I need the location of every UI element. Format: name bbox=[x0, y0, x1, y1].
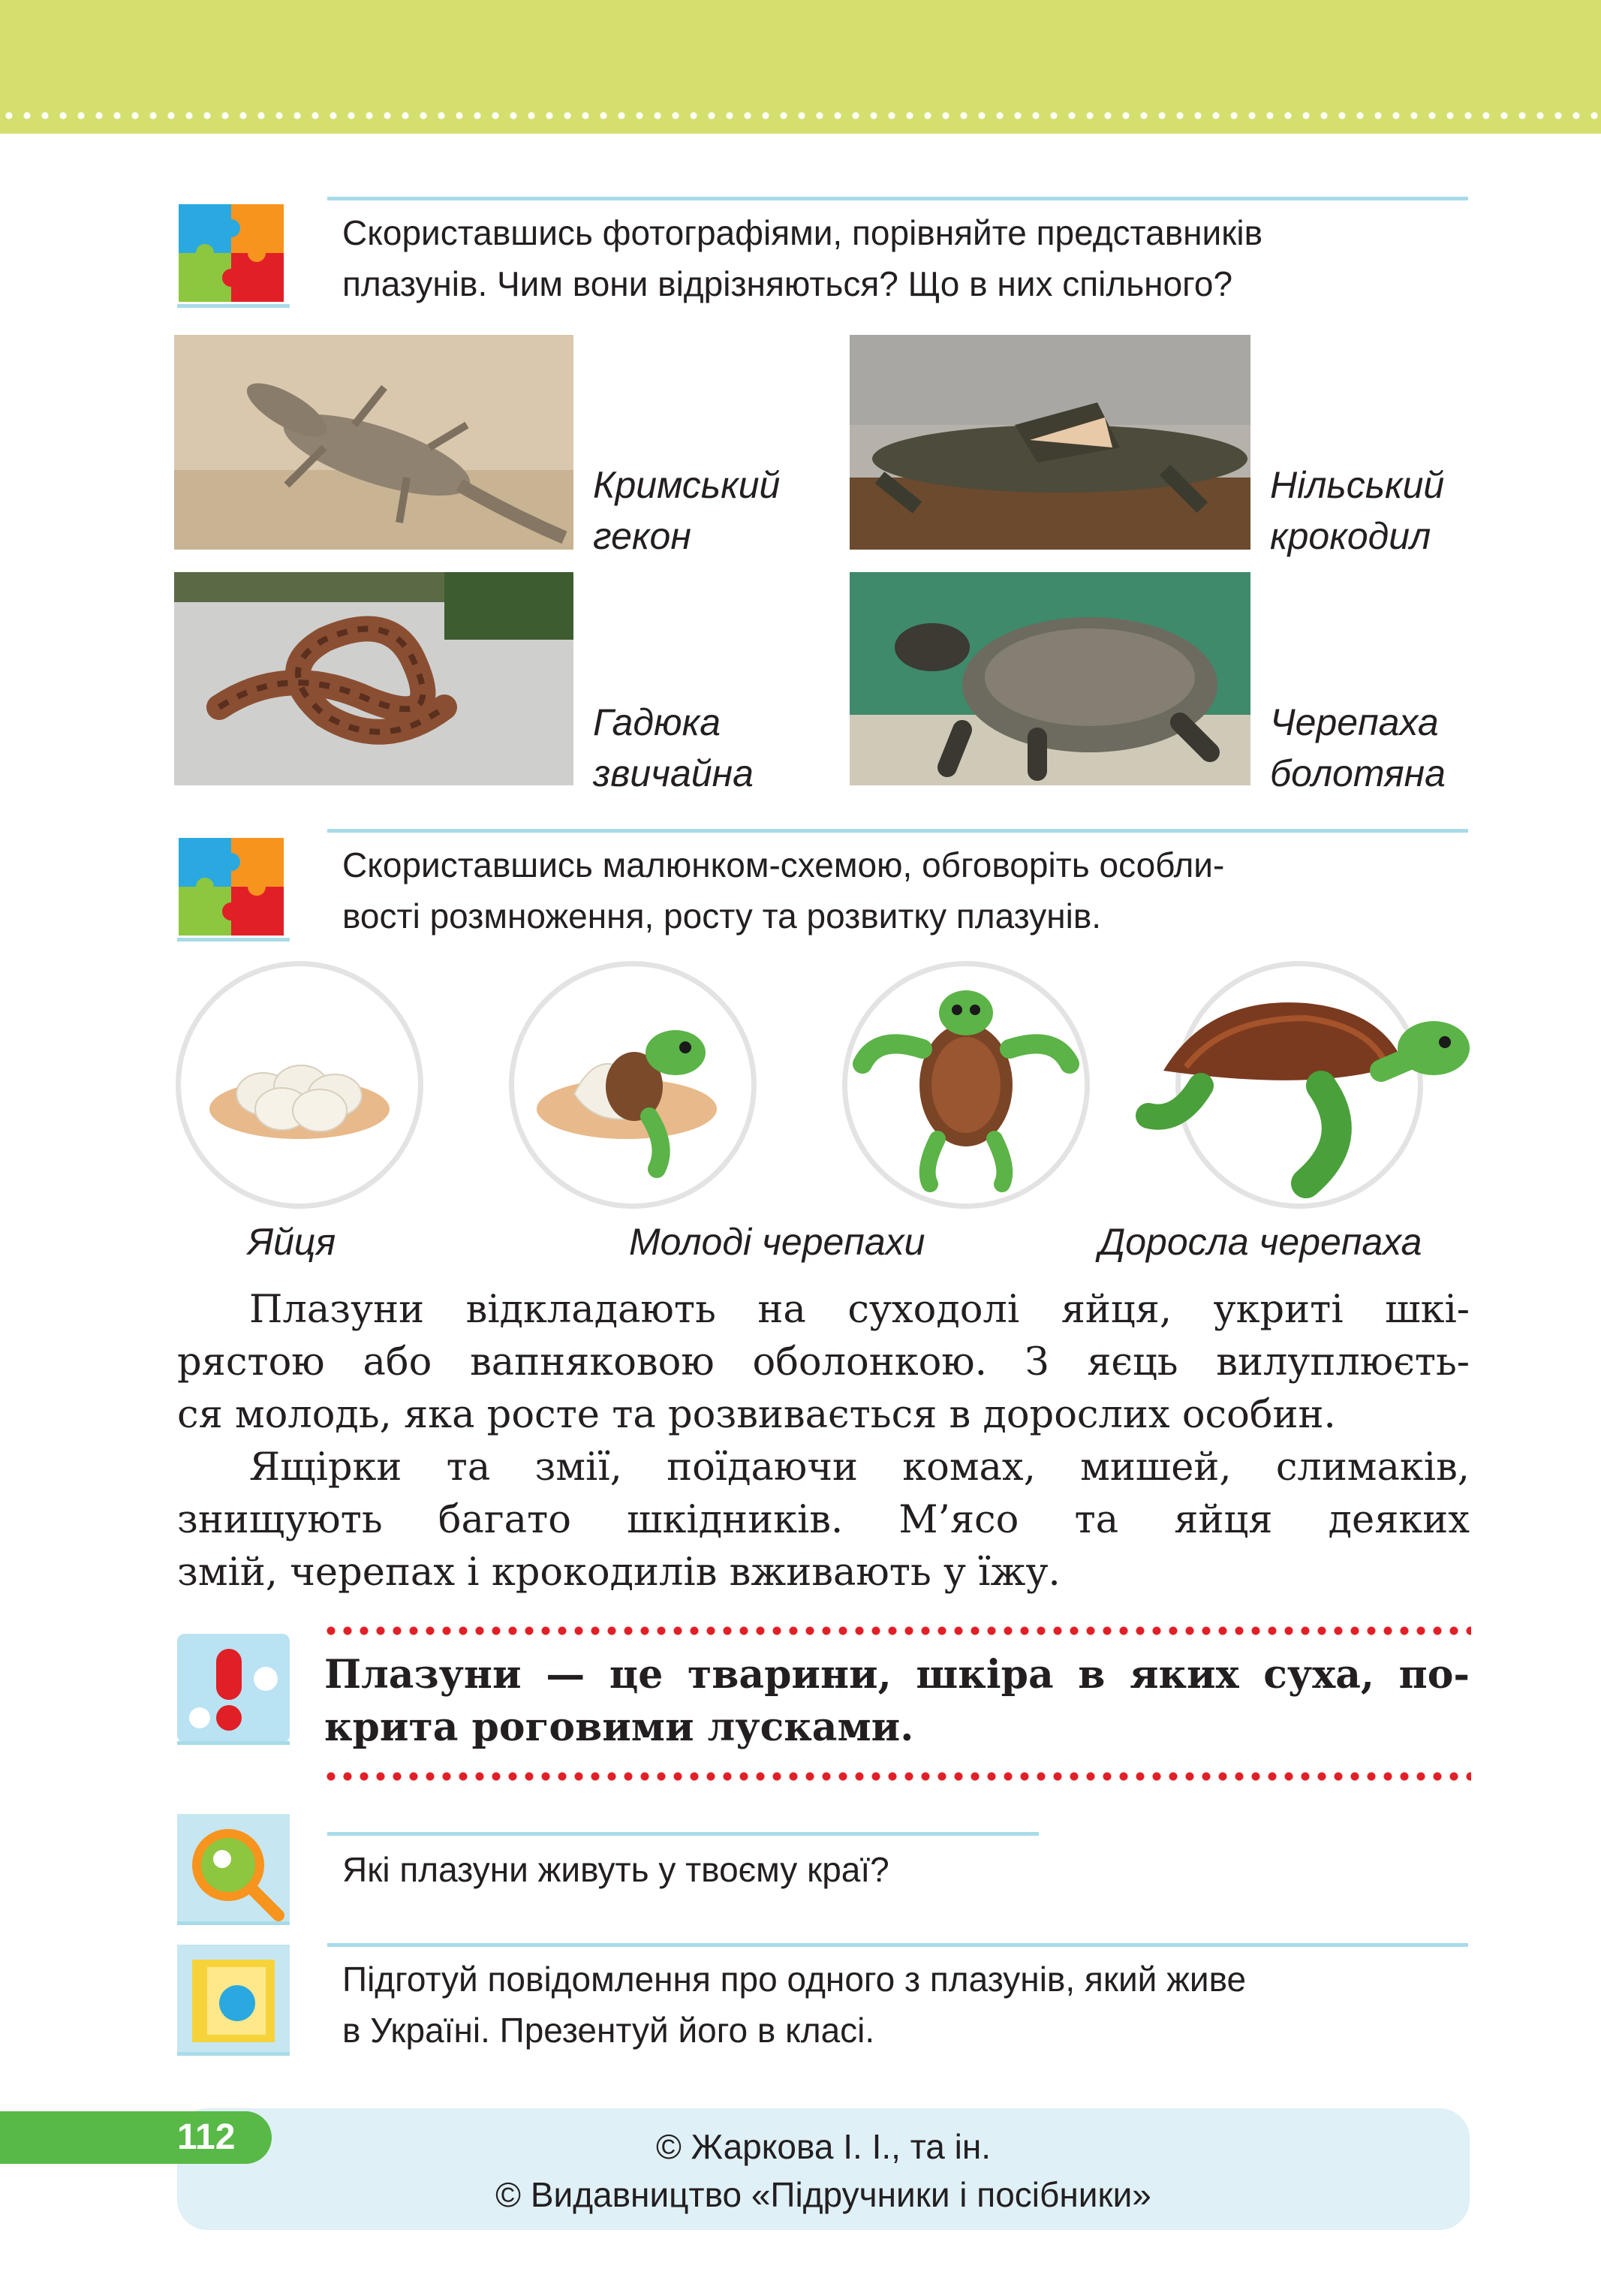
task1-line1: Скориставшись фотографіями, порівняйте представників bbox=[342, 213, 1263, 252]
rule-top-dots bbox=[323, 1626, 1471, 1635]
photo-caption-line1: Гадюка bbox=[593, 701, 721, 743]
task1-rule bbox=[327, 197, 1468, 200]
rule-text bbox=[324, 1649, 1470, 1754]
photo-caption-line1: Кримський bbox=[593, 464, 781, 506]
rule-line2: крита роговими лусками. bbox=[324, 1704, 914, 1750]
magnifier-icon bbox=[177, 1814, 290, 1927]
photo-caption-line2: гекон bbox=[593, 515, 691, 557]
paragraph-2 bbox=[177, 1442, 1470, 1599]
stage-young-label: Молоді черепахи bbox=[629, 1221, 925, 1263]
task1-line2: плазунів. Чим вони відрізняються? Що в них спільного? bbox=[342, 264, 1233, 303]
eggs-circle bbox=[176, 961, 423, 1209]
page-number: 112 bbox=[177, 2117, 236, 2157]
hatchling-circle bbox=[509, 961, 757, 1209]
stage-eggs-label: Яйця bbox=[248, 1221, 336, 1263]
paragraph-line: знищують багато шкідників. М’ясо та яйця деяких bbox=[177, 1498, 1470, 1542]
project-line1: Підготуй повідомлення про одного з плазунів, який живе bbox=[342, 1960, 1247, 1999]
task2-line2: вості розмноження, росту та розвитку плазунів. bbox=[342, 896, 1102, 936]
project-rule bbox=[327, 1943, 1468, 1947]
question-text: Які плазуни живуть у твоєму краї? bbox=[342, 1850, 889, 1889]
task2-rule bbox=[327, 829, 1468, 833]
paragraph-line: Плазуни відкладають на суходолі яйця, укриті шкі- bbox=[249, 1288, 1470, 1332]
photo-caption-line2: болотяна bbox=[1270, 752, 1446, 794]
puzzle-icon bbox=[177, 830, 290, 943]
task2-line1: Скориставшись малюнком-схемою, обговоріть особли- bbox=[342, 845, 1225, 884]
book-icon bbox=[177, 1945, 290, 2057]
stage-adult-label: Доросла черепаха bbox=[1099, 1221, 1422, 1263]
photo-caption-line2: звичайна bbox=[593, 752, 754, 794]
photo-caption-line1: Нільський bbox=[1270, 464, 1445, 506]
photo-caption-line2: крокодил bbox=[1270, 515, 1431, 557]
young-turtle-circle bbox=[842, 961, 1090, 1209]
adult-turtle-illustration bbox=[1133, 973, 1471, 1198]
paragraph-line: ся молодь, яка росте та розвивається в дорослих особин. bbox=[177, 1393, 1336, 1437]
paragraph-line: рястою або вапняковою оболонкою. З яєць вилуплюєть- bbox=[177, 1340, 1470, 1385]
crocodile-photo bbox=[850, 335, 1250, 550]
exclamation-icon bbox=[177, 1634, 290, 1746]
rule-bottom-dots bbox=[323, 1772, 1471, 1781]
footer-copyright-authors: © Жаркова І. І., та ін. bbox=[655, 2127, 992, 2166]
viper-photo bbox=[174, 572, 573, 785]
question-rule bbox=[327, 1832, 1039, 1836]
footer-copyright-publisher: © Видавництво «Підручники і посібники» bbox=[495, 2175, 1151, 2214]
paragraph-line: змій, черепах і крокодилів вживають у їжу. bbox=[177, 1550, 1061, 1595]
turtle-photo bbox=[850, 572, 1250, 785]
gecko-photo bbox=[174, 335, 573, 550]
puzzle-icon bbox=[177, 197, 290, 309]
photo-caption-line1: Черепаха bbox=[1270, 701, 1439, 743]
top-dotted-border bbox=[0, 111, 1601, 120]
paragraph-line: Ящірки та змії, поїдаючи комах, мишей, слимаків, bbox=[249, 1445, 1470, 1490]
rule-line1: Плазуни — це тварини, шкіра в яких суха, по- bbox=[324, 1652, 1470, 1698]
project-line2: в Україні. Презентуй його в класі. bbox=[342, 2011, 875, 2050]
paragraph-1 bbox=[177, 1284, 1470, 1442]
